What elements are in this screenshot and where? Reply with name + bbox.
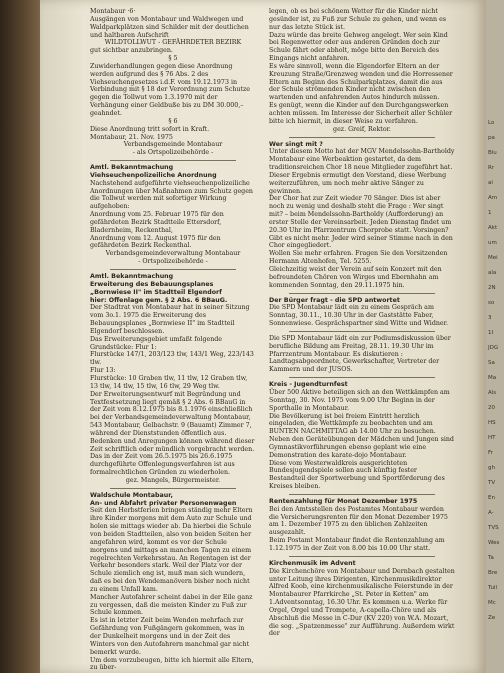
article-text: § 5 (168, 55, 178, 63)
article-text: Montabaur ·6· (90, 8, 136, 15)
edge-text-fragment: Bre (488, 570, 498, 576)
article-text: Flurstücke 147/1, 203/123 tlw, 143/1 Weg, 223/143 tlw. (90, 351, 254, 367)
left-column (90, 8, 256, 672)
edge-text-fragment: 1 (488, 210, 492, 216)
article-heading: Wer singt mit ? (269, 140, 323, 148)
edge-text-fragment: ai (488, 180, 493, 186)
section-divider (289, 137, 435, 138)
article-text: - Ortspolizeibehörde - (138, 258, 208, 266)
edge-text-fragment: 2N (488, 285, 496, 291)
edge-text-fragment: JDG (488, 345, 499, 351)
article-heading: An- und Abfahrt privater Personenwagen (90, 499, 237, 507)
edge-text-fragment: so (488, 300, 495, 306)
article-heading: Kirchenmusik im Advent (269, 559, 356, 567)
article-text: legen, ob es bei schönem Wetter für die Kinder nicht gesünder ist, zu Fuß zur Schule zu gehen, und wenn es nur das letzte Stück ist. (269, 8, 447, 31)
article-text: Es genügt, wenn die Kinder auf den Durchgangswerken achten müssen. Im Interesse der Sicherheit aller Schüler bitte ich hiermit, in dieser Weise zu verfahren. (269, 102, 453, 125)
article-heading: Kreis - Jugendturnfest (269, 381, 348, 389)
edge-text-fragment: HS (488, 420, 496, 426)
section-divider (289, 331, 435, 332)
article-text: Das in der Zeit vom 26.5.1975 bis 26.6.1975 durchgeführte Offenlegungsverfahren ist aus formalrechtlichen Gründen zu wiederholen. (90, 453, 235, 477)
article-text: Die SPD Montabaur lädt ein zu einem Gespräch am Sonntag, 30.11., 10.30 Uhr in der Gaststätte Faber, Sonnenwiese. Gesprächspartner sind Witte und Widner. (269, 304, 448, 328)
article-text: Nachstehend aufgeführte viehseuchenpolizeiliche Anordnungen über Maßnahmen zum Schutz gegen die Tollwut werden mit sofortiger Wirkung aufgehoben: (90, 179, 253, 211)
article-text: Verbandsgemeindeverwaltung Montabaur (105, 250, 241, 258)
article-text: gez. Mangels, Bürgermeister. (125, 476, 221, 484)
edge-text-fragment: pa (488, 135, 495, 141)
edge-text-fragment: TV (488, 480, 496, 486)
article-text: Diese Anordnung tritt sofort in Kraft. (90, 125, 210, 133)
article-text: Dazu würde das breite Gehweg angelegt. Wer sein Kind bei Regenwetter oder aus anderen Gründen doch zur Schule fährt oder abholt, möge bitte den Bereich des Eingangs nicht anfahren. (269, 31, 448, 63)
article-text: Über 500 Aktive beteiligen sich an den Wettkämpfen am Sonntag, 30. Nov. 1975 vom 9.00 Uhr Beginn in der Sporthalle in Montabaur. (269, 388, 450, 412)
article-text: Ausgängen von Montabaur und Waldwegen und Waldparkplätzen sind Schilder mit der deutlichen und haltbaren Aufschrift (90, 15, 249, 39)
article-text: Es ist in letzter Zeit beim Wenden mehrfach zur Gefährdung von Fußgängern gekommen, was in der Dunkelheit morgens und in der Zeit des Winters von den Autofahrern manchmal gar nicht bemerkt wurde. (90, 617, 250, 656)
right-column (269, 8, 455, 638)
section-divider (289, 556, 435, 557)
article-text: Wollen Sie mehr erfahren. Fragen Sie den Vorsitzenden Hermann Altenhofen, Tel. 5255. (269, 250, 448, 266)
article-text: Diese vom Westerwaldkreis ausgerichteten Bundesjugendspiele sollen auch künftig fester Bestandteil der Sportwerbung und Sportförderung des Kreises bleiben. (269, 459, 445, 491)
article-text: Die Kirchenchöre von Montabaur und Dernbach gestalten unter Leitung ihres Dirigenten, Kirchenmusikdirektor Alfred Koob, eine kirchenmusikalische Feierstunde in der Montabaurer Pfarrkirche „St. Peter in Ketten" am 1.Adventsonntag, 16.30 Uhr. Es kommen u.a. Werke für Orgel, Orgel und Trompete, A-capella-Chöre und als Abschluß die Messe in C-Dur (KV 220) von W.A. Mozart, die sog. „Spatzenmesse" zur Aufführung. Außerdem wirkt der (269, 567, 455, 638)
edge-text-fragment: A- (488, 510, 494, 516)
edge-text-fragment: Am (488, 195, 498, 201)
article-text: bei der Verbandsgemeindeverwaltung Montabaur, 543 Montabaur, Gelbachstr. 9 (Bauamt) Zimmer 7, während der Dienststunden öffentlich aus. (90, 414, 252, 437)
edge-text-fragment: TVS (488, 525, 499, 531)
article-heading: Waldschule Montabaur, (90, 491, 173, 499)
article-text: Es wäre sinnvoll, wenn die Elgendorfer Eltern an der Kreuzung Straße/Grenzweg wenden und die Horressener Eltern am Beginn des Schulparkplatzes, damit die aus der Schule strömenden Kinder nicht zwischen den wartenden und anfahrenden Autos hindurch müssen. (269, 62, 453, 102)
article-heading: hier: Offenlage gem. § 2 Abs. 6 BBauG. (90, 296, 228, 304)
edge-text-fragment: Blu (488, 150, 497, 156)
edge-text-fragment: Als (488, 390, 497, 396)
edge-text-fragment: Ma (488, 375, 497, 381)
book-spine (0, 0, 40, 673)
article-text: WILDTOLLWUT - GEFÄHRDETER BEZIRK (104, 39, 242, 47)
article-text: § 6 (168, 117, 178, 125)
section-divider (289, 494, 435, 495)
article-heading: Amtl. Bekanntmachung (90, 164, 174, 172)
adjacent-page-edge (486, 0, 504, 673)
article-text: Die Bevölkerung ist bei freiem Eintritt herzlich eingeladen, die Wettkämpfe zu beobachten und am BUNTEN NACHMITTAG ab 14.00 Uhr zu besuchen. Neben den Geräteübungen der Mädchen und Jungen sind Gymnastikvorführungen ebenso geplant wie eine Demonstration des karate-dojo Montabaur. (269, 412, 454, 459)
article-text: Flurstücke: 10 Graben tlw, 11 tlw, 12 Graben tlw, 13 tlw, 14 tlw, 15 tlw, 16 tlw, 29 Weg tlw. (90, 374, 248, 390)
article-text: Bedenken und Anregungen können während dieser Zeit schriftlich oder mündlich vorgebracht werden. (90, 437, 255, 453)
article-text: Die SPD Montabaur lädt ein zur Podiumsdiskussion über berufliche Bildung am Freitag, 28.11. 19.30 Uhr im Pfarrzentrum Montabaur. Es diskutieren : Landtagsabgeordnete, Gewerkschafter, Vertreter der Kammern und der JUSOS. (269, 334, 451, 374)
article-text: Der Erweiterungsentwurf mit Begründung und Textfestsetzung liegt gemäß § 2 Abs. 6 BBauG in der Zeit vom 8.12.1975 bis 8.1.1976 einschließlich (90, 390, 253, 414)
edge-text-fragment: 3 (488, 315, 492, 321)
article-heading: Rentenzahlung für Monat Dezember 1975 (269, 497, 418, 505)
edge-text-fragment: Mc (488, 600, 496, 606)
article-heading: Erweiterung des Bebauungsplanes „Bornwiese II" im Stadtteil Elgendorf (90, 280, 222, 296)
article-text: Um dem vorzubeugen, bitte ich hiermit alle Eltern, zu über- (90, 656, 254, 672)
section-divider (110, 160, 236, 161)
edge-text-fragment: Ta (488, 555, 494, 561)
article-text: Anordnung vom 25. Februar 1975 für den gefährdeten Bezirk Stadtteile Ettersdorf, Bladernheim, Reckenthal, (90, 211, 224, 234)
section-divider (289, 377, 435, 378)
section-divider (110, 269, 236, 270)
edge-text-fragment: Tull (488, 585, 498, 591)
edge-text-fragment: Sa (488, 360, 495, 366)
edge-text-fragment: Fr (488, 450, 494, 456)
edge-text-fragment: Rr (488, 165, 495, 171)
section-divider (110, 488, 236, 489)
edge-text-fragment: Akt (488, 225, 498, 231)
edge-text-fragment: Ze (488, 615, 496, 621)
article-heading: Der Bürger fragt - die SPD antwortet (269, 296, 400, 304)
article-text: Flur 13: (90, 367, 116, 375)
article-heading: Amtl. Bekanntmachung (90, 273, 174, 280)
article-text: Mancher Autofahrer scheint dabei in der Eile ganz zu vergessen, daß die meisten Kinder zu Fuß zur Schule kommen. (90, 593, 253, 617)
article-heading: Viehseuchenpolizeiliche Anordnung (90, 171, 217, 179)
article-text: Bei den Amtsstellen des Postamtes Montabaur werden die Versicherungsrenten für den Monat Dezember 1975 am 1. Dezember 1975 zu den üblichen Zahlzeiten ausgezahlt. (269, 505, 448, 537)
article-text: gut sichtbar anzubringen. (90, 47, 173, 55)
edge-text-fragment: gh (488, 465, 495, 471)
section-divider (289, 293, 435, 294)
edge-text-fragment: Mei (488, 255, 498, 261)
article-text: - als Ortspolizeibehörde - (132, 149, 214, 157)
article-text: Unter diesem Motto hat der MGV Mendelssohn-Bartholdy Montabaur eine Werbeaktion gestartet, da dem traditionsreichen Chor 18 neue Mitglieder zugeführt hat. Dieser Ergebnis ermutigt den Vorstand, diese Werbung weiterzuführen, um noch mehr aktive Sänger zu gewinnen. (269, 148, 455, 195)
article-text: Anordnung vom 12. August 1975 für den gefährdeten Bezirk Reckenthal. (90, 234, 221, 250)
article-text: Verbandsgemeinde Montabaur (123, 141, 223, 149)
edge-text-fragment: 20 (488, 405, 495, 411)
edge-text-fragment: um (488, 240, 497, 246)
edge-text-fragment: ala (488, 270, 497, 276)
article-text: Der Chor hat zur Zeit wieder 70 Sänger. Dies ist aber noch zu wenig und deshalb steht die Frage : Wer singt mit? – beim Mendelssohn-Bartholdy (Aufforderung) an erster Stelle der Vereinsarbeit. Jeden Dienstag findet um 20.30 Uhr im Pfarrzentrum Chorprobe statt. Vorsingen? Gibt es nicht mehr. Jeder wird seiner Stimme nach in den Chor eingegliedert. (269, 195, 453, 250)
article-text: Das Erweiterungsgebiet umfaßt folgende Grundstücke: Flur 1: (90, 335, 223, 351)
article-text: Der Stadtrat von Montabaur hat in seiner Sitzung vom 3o.1. 1975 die Erweiterung des Bebauungsplanes „Bornwiese II" im Stadtteil Elgendorf beschlossen. (90, 304, 250, 335)
edge-text-fragment: 1I (488, 330, 494, 336)
article-text: gez. Greif, Rektor. (333, 125, 391, 133)
edge-text-fragment: En (488, 495, 495, 501)
article-text: Seit den Herbstferien bringen ständig mehr Eltern ihre Kinder morgens mit dem Auto zur Schule und holen sie mittags wieder ab. Da hierbei die Schule von beiden Stadtteilen, also von beiden Seiten her angefahren wird, kommt es vor der Schule morgens und mittags an manchen Tagen zu einem regelrechten Verkehrsstau. An Regentagen ist der Verkehr besonders stark. Weil der Platz vor der Schule ziemlich eng ist, muß man sich wundern, daß es bei den Wendemanövern bisher noch nicht zu einem Unfall kam. (90, 507, 253, 593)
article-text: Gleichzeitig weist der Verein auf sein Konzert mit den befreundeten Chören von Wirges und Ebernhahn am kommenden Sonntag, den 29.11.1975 hin. (269, 266, 442, 289)
article-text: Zuwiderhandlungen gegen diese Anordnung werden aufgrund des § 76 Abs. 2 des Viehseuchengesetzes i.d.F. vom 19.12.1973 in Verbindung mit § 18 der Verordnung zum Schutze gegen die Tollwut vom 1.3.1970 mit der Verhängung einer Geldbuße bis zu DM 30.000,– geahndet. (90, 62, 251, 117)
edge-text-fragment: Wes (488, 540, 500, 546)
edge-text-fragment: HT (488, 435, 496, 441)
article-text: Beim Postamt Montabaur findet die Rentenzahlung am 1.12.1975 in der Zeit von 8.00 bis 10.00 Uhr statt. (269, 537, 445, 552)
edge-text-fragment: Lo (488, 120, 495, 126)
article-text: Montabaur, 21. Nov. 1975 (90, 133, 173, 141)
